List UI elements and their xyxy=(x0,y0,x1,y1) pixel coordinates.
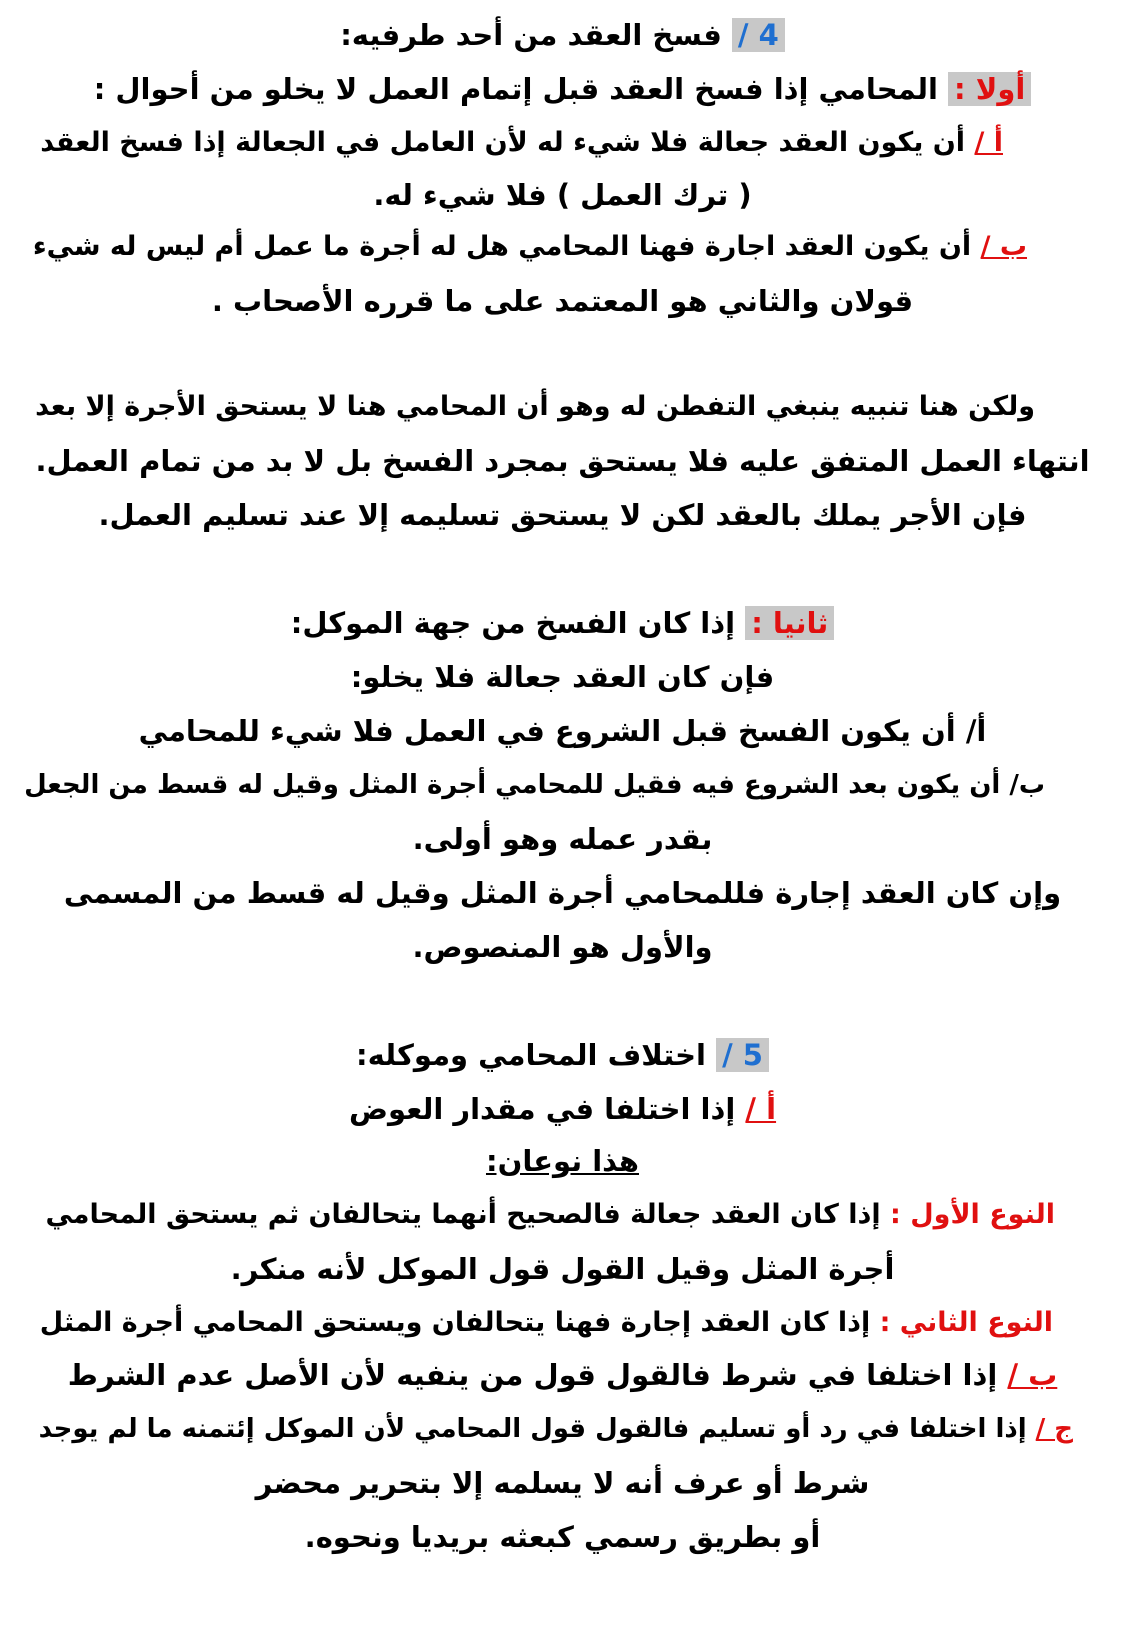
note-line-1: ولكن هنا تنبيه ينبغي التفطن له وهو أن المحامي هنا لا يستحق الأجرة إلا بعد xyxy=(35,391,1035,422)
s5-b-line xyxy=(20,1350,1105,1400)
first-label: أولا : xyxy=(948,72,1031,106)
note-line-2: انتهاء العمل المتفق عليه فلا يستحق بمجرد الفسخ بل لا بد من تمام العمل. xyxy=(35,444,1090,478)
item-b-text: أن يكون العقد اجارة فهنا المحامي هل له أجرة ما عمل أم ليس له شيء xyxy=(32,231,972,262)
s5-a-label: أ / xyxy=(745,1092,777,1126)
s5-c-line xyxy=(20,1404,1073,1454)
second-label: ثانيا : xyxy=(745,606,834,640)
item-a-text: أن يكون العقد جعالة فلا شيء له لأن العامل في الجعالة إذا فسخ العقد xyxy=(40,127,966,158)
second-case-line xyxy=(20,598,1105,648)
second-ijara-continuation: والأول هو المنصوص. xyxy=(412,930,713,964)
section-5-slash: / xyxy=(722,1038,733,1072)
section-5-title: اختلاف المحامي وموكله: xyxy=(356,1038,706,1072)
second-a: أ/ أن يكون الفسخ قبل الشروع في العمل فلا شيء للمحامي xyxy=(138,714,987,748)
section-4-heading xyxy=(20,10,1105,60)
type-2-line xyxy=(20,1298,1053,1348)
second-b: ب/ أن يكون بعد الشروع فيه فقيل للمحامي أجرة المثل وقيل له قسط من الجعل xyxy=(24,770,1045,800)
s5-a-text: إذا اختلفا في مقدار العوض xyxy=(348,1092,736,1126)
s5-b-text: إذا اختلفا في شرط فالقول قول من ينفيه لأن الأصل عدم الشرط xyxy=(67,1358,998,1392)
second-b-continuation: بقدر عمله وهو أولى. xyxy=(412,822,713,856)
types-heading-text: هذا نوعان: xyxy=(485,1144,639,1178)
item-a-continuation: ( ترك العمل ) فلا شيء له. xyxy=(373,178,752,212)
types-heading xyxy=(20,1136,1105,1186)
item-a-line xyxy=(20,118,1003,168)
type-1-text: إذا كان العقد جعالة فالصحيح أنهما يتحالفان ثم يستحق المحامي xyxy=(45,1199,881,1230)
first-text: المحامي إذا فسخ العقد قبل إتمام العمل لا يخلو من أحوال : xyxy=(93,72,938,106)
item-a-label: أ / xyxy=(974,127,1003,158)
section-5-number-box xyxy=(716,1038,769,1072)
section-5-number: 5 xyxy=(742,1038,763,1072)
type-2-text: إذا كان العقد إجارة فهنا يتحالفان ويستحق المحامي أجرة المثل xyxy=(39,1307,871,1338)
s5-c-text: إذا اختلفا في رد أو تسليم فالقول قول المحامي لأن الموكل إئتمنه ما لم يوجد xyxy=(38,1414,1027,1444)
type-1-line xyxy=(20,1190,1055,1240)
s5-b-label: ب / xyxy=(1007,1358,1058,1392)
section-4-slash: / xyxy=(737,18,749,52)
section-5-heading xyxy=(20,1030,1105,1080)
second-text: إذا كان الفسخ من جهة الموكل: xyxy=(290,606,736,640)
item-b-line xyxy=(20,222,1027,272)
type-2-label: النوع الثاني : xyxy=(879,1307,1053,1338)
note-line-3: فإن الأجر يملك بالعقد لكن لا يستحق تسليمه إلا عند تسليم العمل. xyxy=(98,498,1027,532)
s5-c-continuation-1: شرط أو عرف أنه لا يسلمه إلا بتحرير محضر xyxy=(255,1466,870,1500)
s5-c-continuation-2: أو بطريق رسمي كبعثه بريديا ونحوه. xyxy=(304,1520,821,1554)
item-b-continuation: قولان والثاني هو المعتمد على ما قرره الأصحاب . xyxy=(211,284,914,318)
section-4-title: فسخ العقد من أحد طرفيه: xyxy=(340,18,722,52)
second-sub: فإن كان العقد جعالة فلا يخلو: xyxy=(350,660,775,694)
section-4-number: 4 xyxy=(758,18,779,52)
item-b-label: ب / xyxy=(980,231,1027,262)
s5-a-line xyxy=(20,1084,1105,1134)
first-case-line xyxy=(20,64,1105,114)
type-1-label: النوع الأول : xyxy=(890,1199,1055,1230)
section-4-number-box xyxy=(732,18,785,52)
s5-c-label: ج / xyxy=(1035,1414,1073,1444)
type-1-continuation: أجرة المثل وقيل القول قول الموكل لأنه منكر. xyxy=(230,1252,895,1286)
second-ijara: وإن كان العقد إجارة فللمحامي أجرة المثل وقيل له قسط من المسمى xyxy=(63,876,1062,910)
